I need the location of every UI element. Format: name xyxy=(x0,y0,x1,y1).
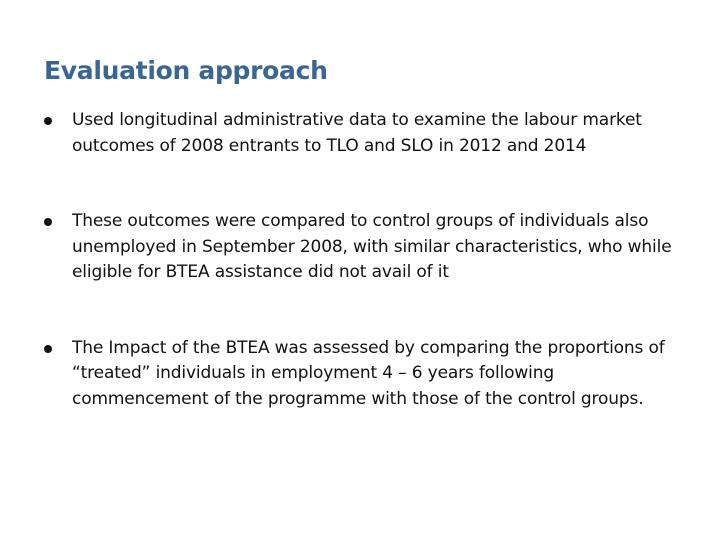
bullet-item xyxy=(44,209,694,286)
bullet-dot-icon xyxy=(44,218,52,226)
bullet-list xyxy=(44,108,694,412)
bullet-text: These outcomes were compared to control groups of individuals also unemployed in September 2008, with similar characteristics, who while eligible for BTEA assistance did not avail of it xyxy=(72,211,672,282)
bullet-dot-icon xyxy=(44,345,52,353)
slide-title: Evaluation approach xyxy=(44,56,328,85)
bullet-item xyxy=(44,336,694,413)
bullet-text: The Impact of the BTEA was assessed by comparing the proportions of “treated” individuals in employment 4 – 6 years following commencement of the programme with those of the control groups. xyxy=(72,337,665,409)
bullet-dot-icon xyxy=(44,117,52,125)
bullet-item xyxy=(44,108,694,159)
bullet-text: Used longitudinal administrative data to examine the labour market outcomes of 2008 entrants to TLO and SLO in 2012 and 2014 xyxy=(72,110,642,156)
